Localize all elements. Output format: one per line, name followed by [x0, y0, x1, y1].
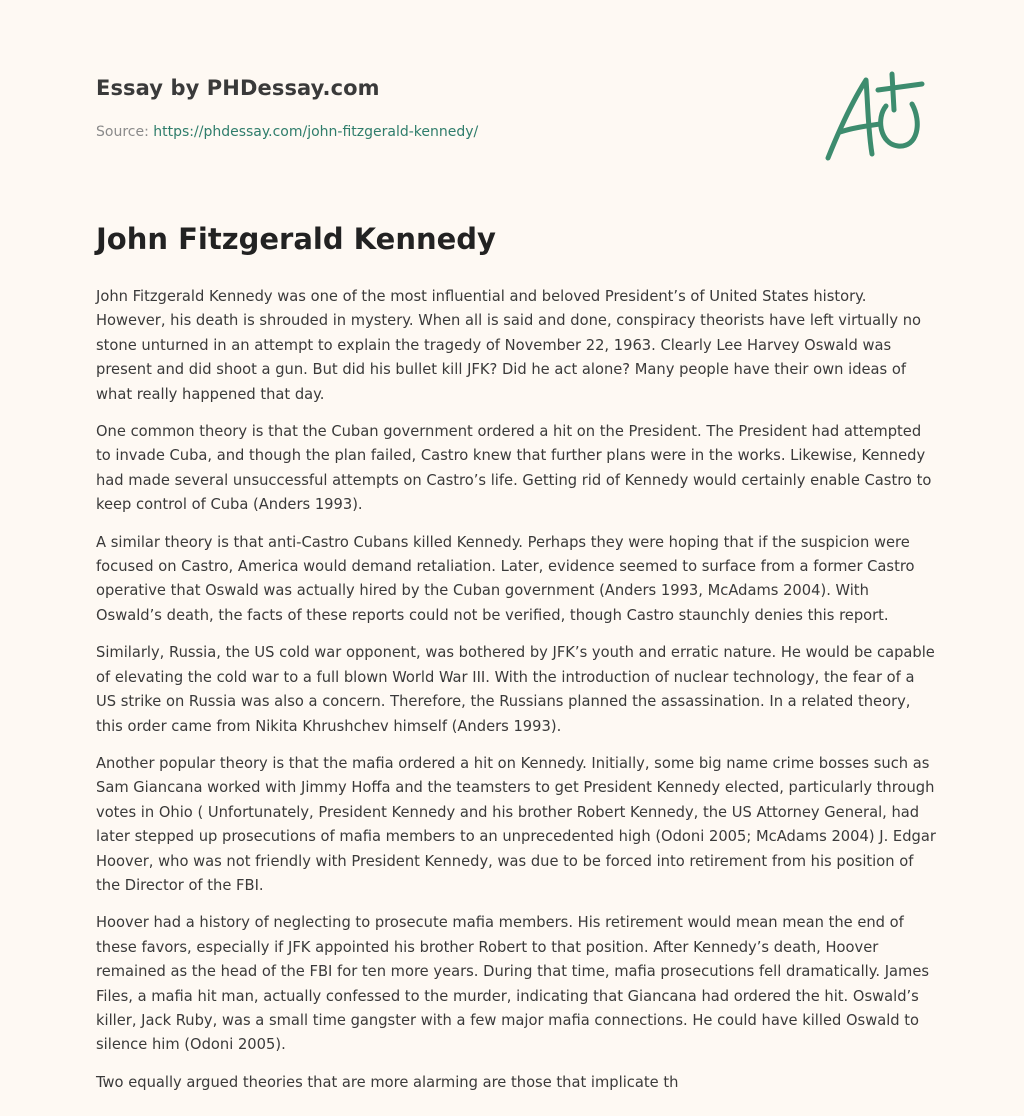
essay-paragraph: A similar theory is that anti-Castro Cubans killed Kennedy. Perhaps they were hoping that if the suspicion were focused on Castro, America would demand retaliation. Later, evidence seemed to surface from a former Castro operative that Oswald was actually hired by the Cuban government (Anders 1993, McAdams 2004). With Oswald’s death, the facts of these reports could not be verified, though Castro staunchly denies this report.	[96, 533, 915, 624]
essay-paragraph: Similarly, Russia, the US cold war opponent, was bothered by JFK’s youth and erratic nature. He would be capable of elevating the cold war to a full blown World War III. With the introduction of nuclear technology, the fear of a US strike on Russia was also a concern. Therefore, the Russians planned the assassination. In a related theory, this order came from Nikita Khrushchev himself (Anders 1993).	[96, 644, 935, 735]
source-line	[96, 124, 478, 140]
source-link[interactable]: https://phdessay.com/john-fitzgerald-kennedy/	[153, 124, 479, 140]
essay-paragraph-truncated: Two equally argued theories that are more alarming are those that implicate th	[96, 1073, 679, 1091]
source-label: Source:	[96, 124, 149, 140]
essay-title: John Fitzgerald Kennedy	[96, 222, 496, 256]
essay-paragraph: Another popular theory is that the mafia ordered a hit on Kennedy. Initially, some big name crime bosses such as Sam Giancana worked with Jimmy Hoffa and the teamsters to get President Kennedy elected, particularly through votes in Ohio ( Unfortunately, President Kennedy and his brother Robert Kennedy, the US Attorney General, had later stepped up prosecutions of mafia members to an unprecedented high (Odoni 2005; McAdams 2004) J. Edgar Hoover, who was not friendly with President Kennedy, was due to be forced into retirement from his position of the Director of the FBI.	[96, 754, 936, 894]
essay-paragraph: One common theory is that the Cuban government ordered a hit on the President. The President had attempted to invade Cuba, and though the plan failed, Castro knew that further plans were in the works. Likewise, Kennedy had made several unsuccessful attempts on Castro’s life. Getting rid of Kennedy would certainly enable Castro to keep control of Cuba (Anders 1993).	[96, 423, 932, 514]
site-brand-title: Essay by PHDessay.com	[96, 76, 380, 100]
essay-body	[96, 285, 936, 1108]
essay-paragraph: Hoover had a history of neglecting to prosecute mafia members. His retirement would mean mean the end of these favors, especially if JFK appointed his brother Robert to that position. After Kennedy’s death, Hoover remained as the head of the FBI for ten more years. During that time, mafia prosecutions fell dramatically. James Files, a mafia hit man, actually confessed to the murder, indicating that Giancana had ordered the hit. Oswald’s killer, Jack Ruby, was a small time gangster with a few major mafia connections. He could have killed Oswald to silence him (Odoni 2005).	[96, 914, 930, 1054]
a-plus-logo-icon	[818, 66, 930, 166]
essay-paragraph: John Fitzgerald Kennedy was one of the most influential and beloved President’s of United States history. However, his death is shrouded in mystery. When all is said and done, conspiracy theorists have left virtually no stone unturned in an attempt to explain the tragedy of November 22, 1963. Clearly Lee Harvey Oswald was present and did shoot a gun. But did his bullet kill JFK? Did he act alone? Many people have their own ideas of what really happened that day.	[96, 288, 921, 403]
